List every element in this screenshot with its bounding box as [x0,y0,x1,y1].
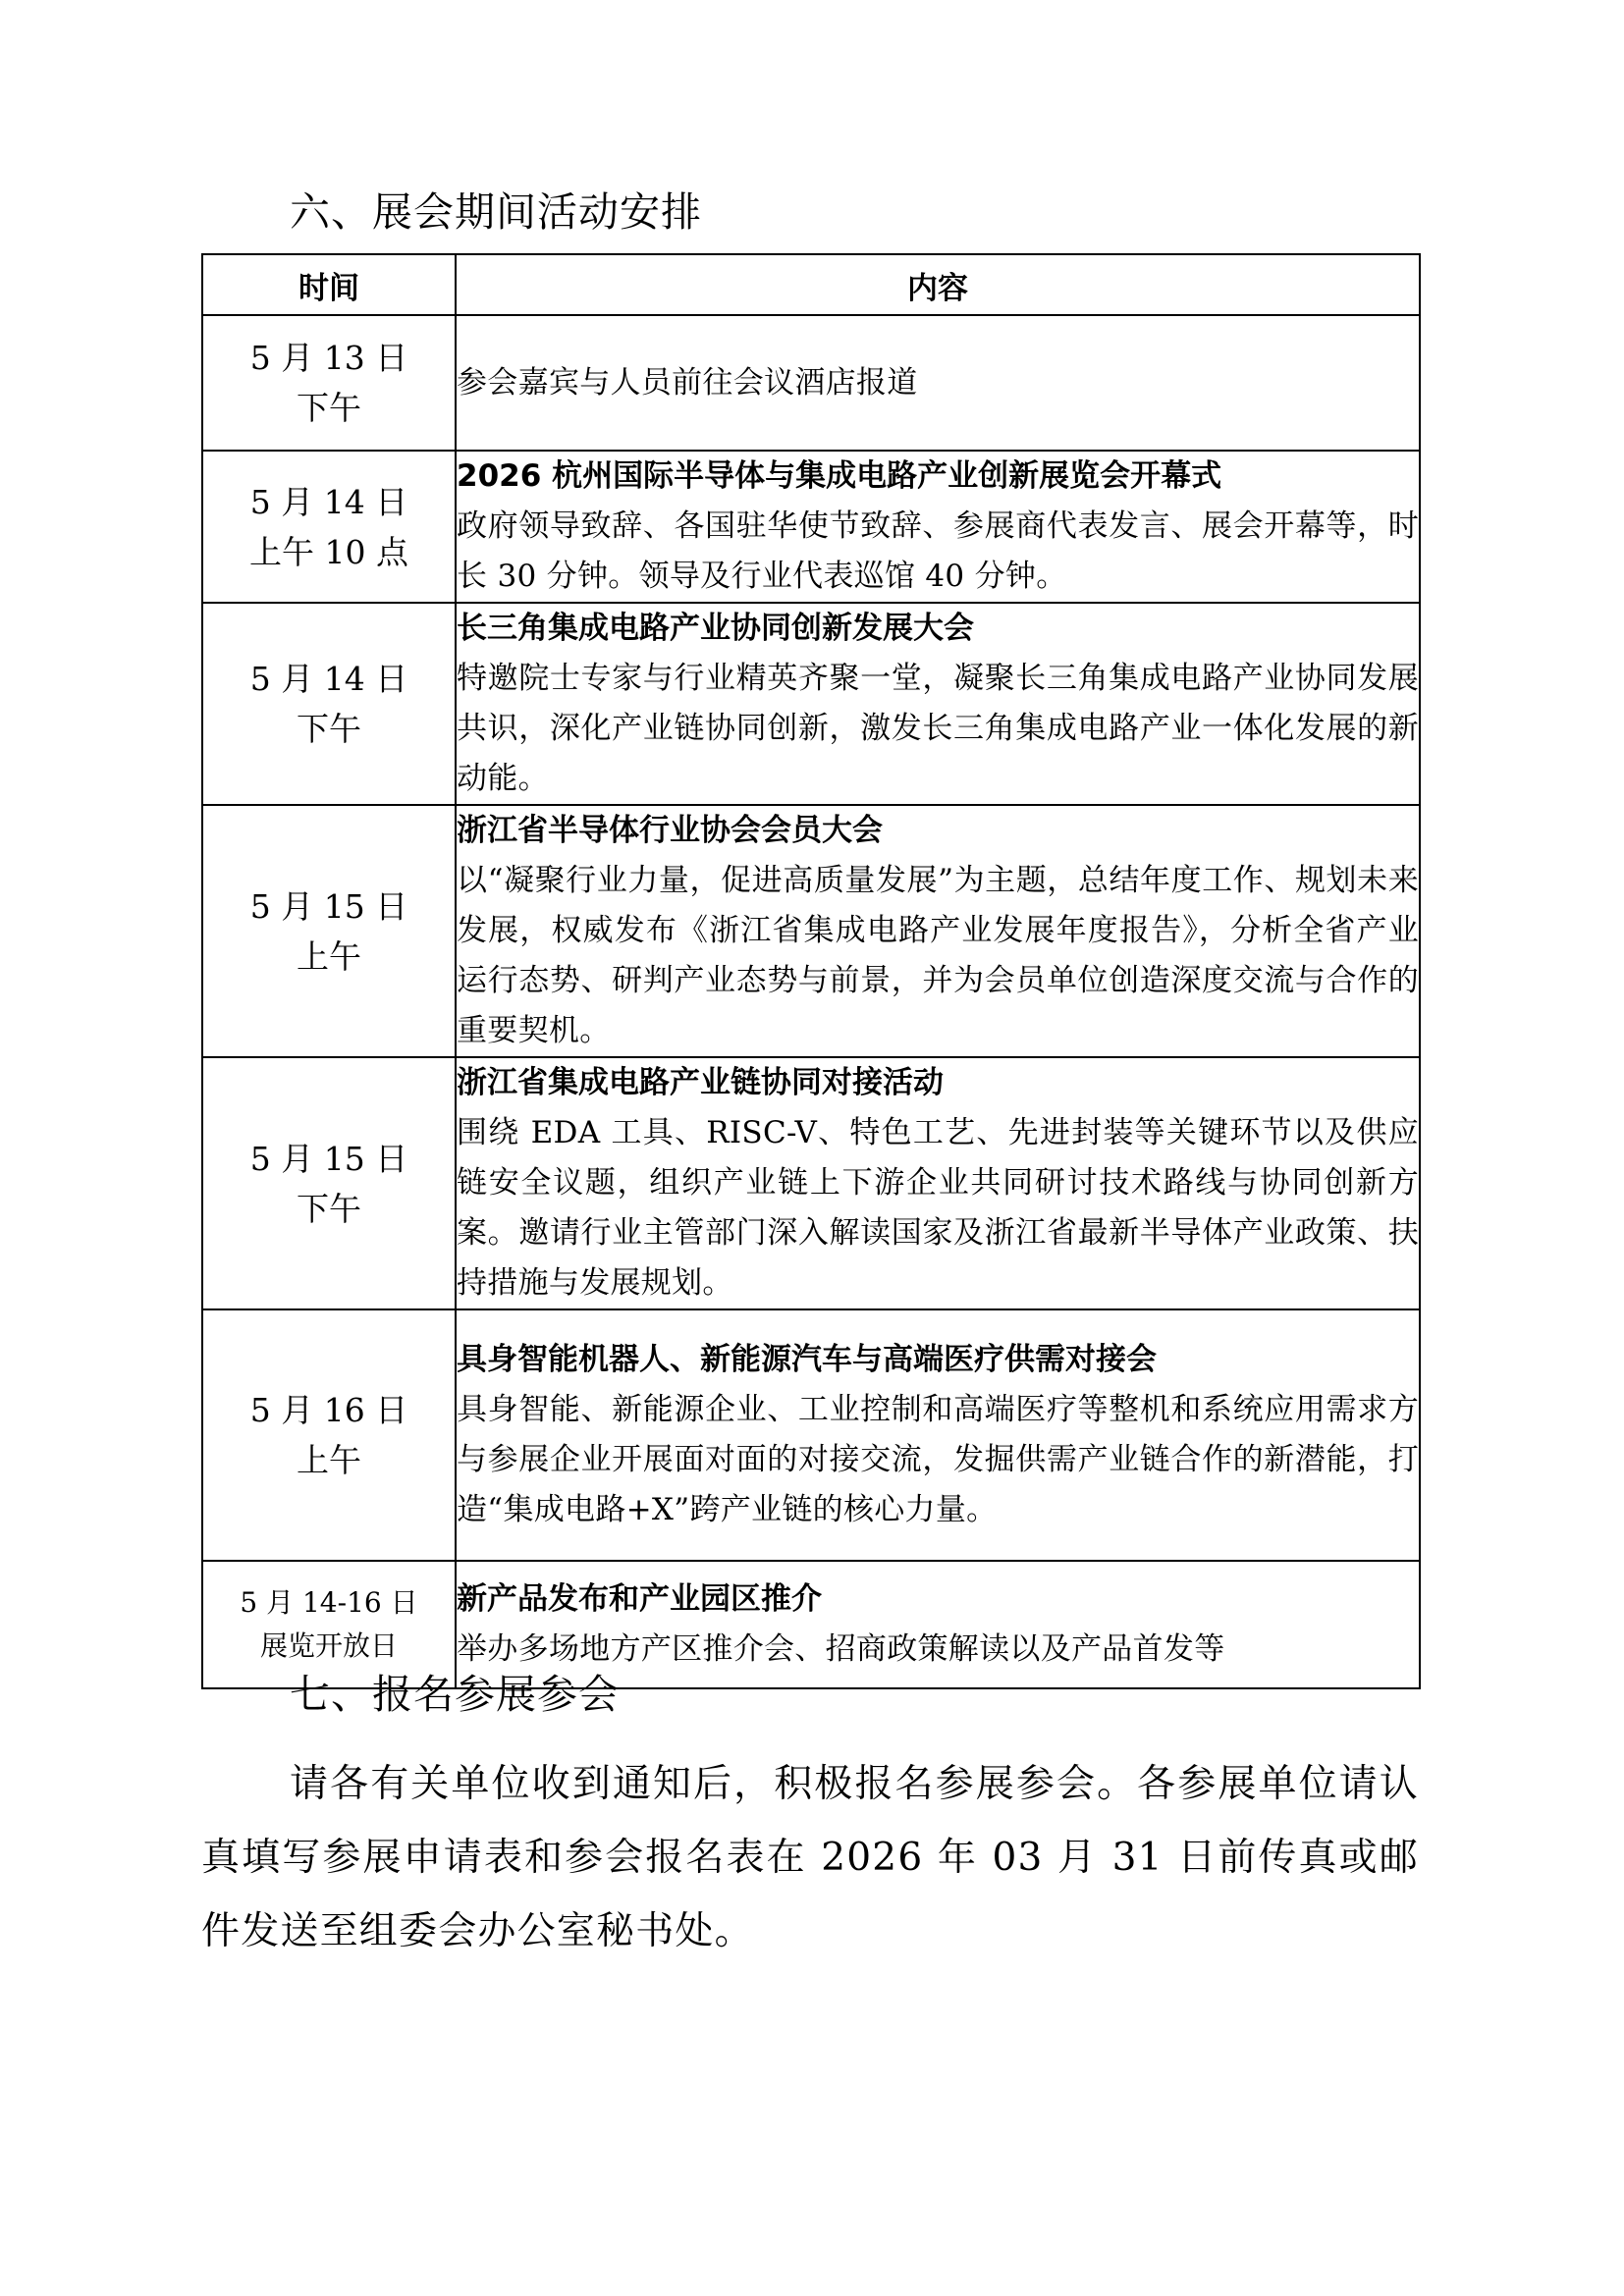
time-cell [202,1561,456,1688]
table-row [202,1057,1420,1309]
content-cell [456,451,1420,603]
content-cell [456,1561,1420,1688]
activity-title: 2026 杭州国际半导体与集成电路产业创新展览会开幕式 [457,458,1222,494]
activity-title: 浙江省集成电路产业链协同对接活动 [457,1065,944,1100]
table-row [202,805,1420,1057]
date-text: 5 月 13 日 [249,339,408,377]
activity-description: 特邀院士专家与行业精英齐聚一堂，凝聚长三角集成电路产业协同发展共识，深化产业链协同创新，激发长三角集成电路产业一体化发展的新动能。 [457,661,1419,796]
period-text: 下午 [297,1189,361,1228]
time-cell [202,1309,456,1561]
activity-title: 浙江省半导体行业协会会员大会 [457,813,883,848]
content-cell [456,805,1420,1057]
activity-title: 新产品发布和产业园区推介 [457,1581,822,1617]
section-6-heading: 六、展会期间活动安排 [290,188,702,236]
time-cell [202,805,456,1057]
time-cell [202,451,456,603]
activity-description: 具身智能、新能源企业、工业控制和高端医疗等整机和系统应用需求方与参展企业开展面对面的对接交流，发掘供需产业链合作的新潜能，打造“集成电路+X”跨产业链的核心力量。 [457,1392,1419,1527]
period-text: 上午 [297,1441,361,1479]
date-text: 5 月 15 日 [249,886,408,926]
content-cell [456,603,1420,805]
time-cell [202,1057,456,1309]
table-row [202,315,1420,451]
activity-description: 政府领导致辞、各国驻华使节致辞、参展商代表发言、展会开幕等，时长 30 分钟。领导及行业代表巡馆 40 分钟。 [457,508,1419,594]
content-cell [456,1057,1420,1309]
period-text: 上午 10 点 [249,532,408,571]
date-text: 5 月 14 日 [249,660,408,698]
table-row [202,451,1420,603]
time-cell [202,603,456,805]
section-7-heading: 七、报名参展参会 [290,1671,620,1718]
activity-description: 围绕 EDA 工具、RISC-V、特色工艺、先进封装等关键环节以及供应链安全议题，组织产业链上下游企业共同研讨技术路线与协同创新方案。邀请行业主管部门深入解读国家及浙江省最新半导体产业政策、扶持措施与发展规划。 [457,1115,1419,1301]
period-text: 下午 [297,710,361,748]
table-row [202,1309,1420,1561]
table-header-row [202,254,1420,315]
period-text: 上午 [297,936,361,976]
date-text: 5 月 16 日 [249,1391,408,1429]
activity-title: 长三角集成电路产业协同创新发展大会 [457,611,974,646]
date-text: 5 月 15 日 [249,1139,408,1178]
time-cell [202,315,456,451]
table-row [202,1561,1420,1688]
activity-description: 举办多场地方产区推介会、招商政策解读以及产品首发等 [457,1631,1225,1667]
activity-description: 以“凝聚行业力量，促进高质量发展”为主题，总结年度工作、规划未来发展，权威发布《浙江省集成电路产业发展年度报告》，分析全省产业运行态势、研判产业态势与前景，并为会员单位创造深度交流与合作的重要契机。 [457,863,1419,1048]
table-row [202,603,1420,805]
date-text: 5 月 14 日 [249,482,408,521]
time-column-header: 时间 [202,254,456,315]
content-column-header: 内容 [456,254,1420,315]
registration-paragraph: 请各有关单位收到通知后，积极报名参展参会。各参展单位请认真填写参展申请表和参会报名表在 2026 年 03 月 31 日前传真或邮件发送至组委会办公室秘书处。 [201,1762,1419,1953]
content-cell [456,315,1420,451]
content-cell [456,1309,1420,1561]
activity-description: 参会嘉宾与人员前往会议酒店报道 [457,364,918,400]
period-text: 展览开放日 [259,1629,398,1662]
activity-title: 具身智能机器人、新能源汽车与高端医疗供需对接会 [457,1342,1157,1377]
date-text: 5 月 14-16 日 [240,1586,418,1619]
activity-schedule-table [201,253,1421,1689]
period-text: 下午 [297,389,361,427]
